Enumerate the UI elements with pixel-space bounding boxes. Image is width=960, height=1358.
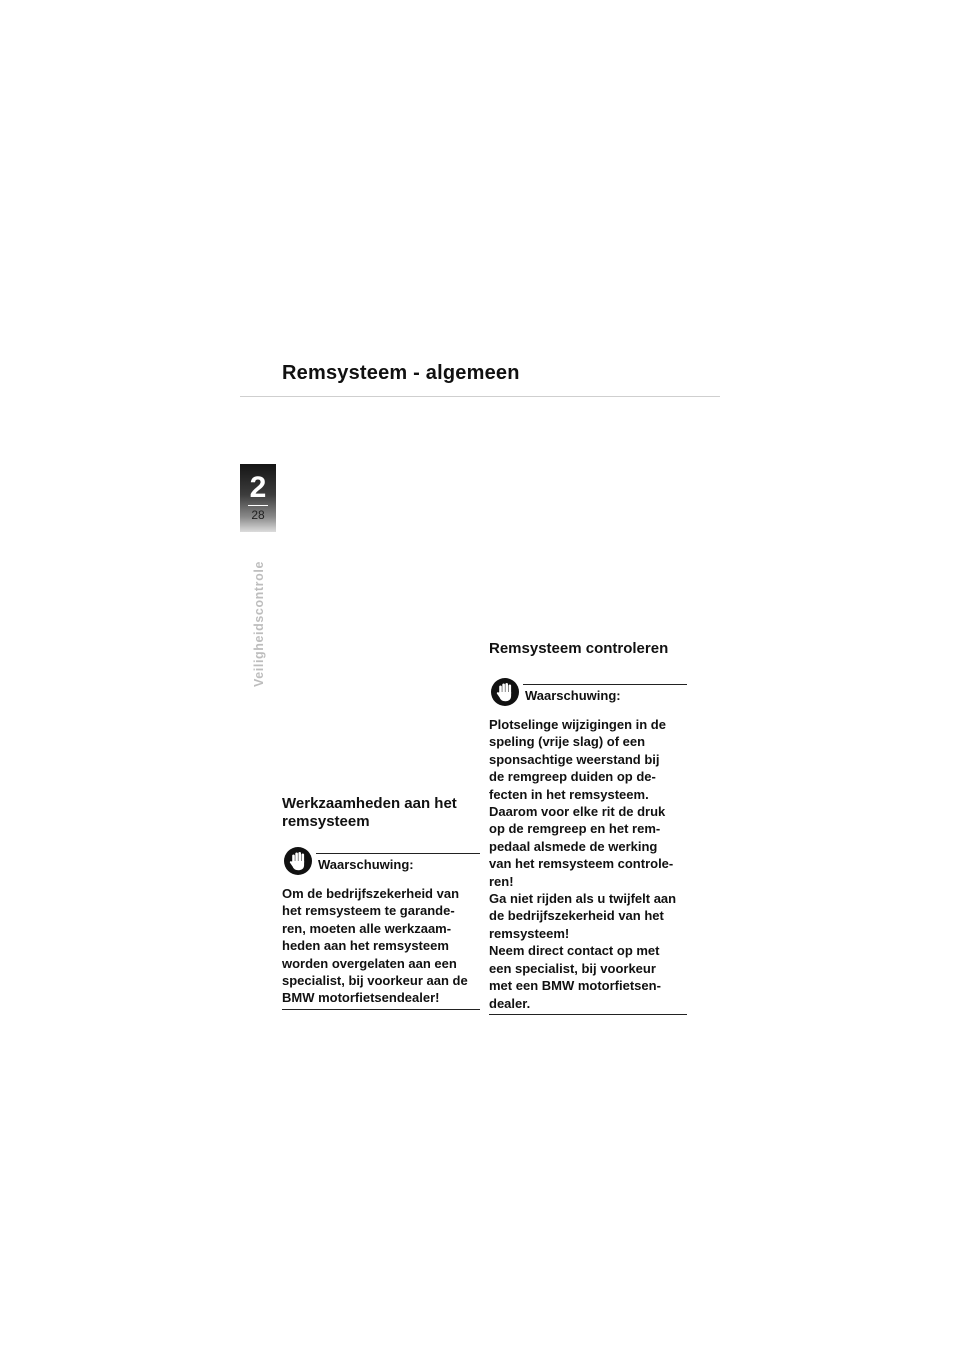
warning-label: Waarschuwing: <box>525 688 621 703</box>
warning-text-line: de bedrijfszekerheid van het <box>489 908 664 924</box>
warning-box <box>489 678 687 1015</box>
hand-stop-icon <box>284 847 312 875</box>
warning-text-line: sponsachtige weerstand bij <box>489 751 660 767</box>
title-divider <box>240 396 720 397</box>
section-heading <box>489 640 687 658</box>
warning-text-line: Ga niet rijden als u twijfelt aan <box>489 891 677 907</box>
warning-text-line: Plotselinge wijzigingen in de <box>489 717 666 732</box>
warning-text-line: pedaal alsmede de werking <box>489 838 658 854</box>
warning-text-line: fecten in het remsysteem. <box>489 786 649 802</box>
warning-text-line: remsysteem! <box>489 925 570 941</box>
hand-stop-icon <box>491 678 519 706</box>
warning-text-line: Om de bedrijfszekerheid van <box>282 886 460 901</box>
page-title: Remsysteem - algemeen <box>282 362 520 384</box>
warning-text-line: BMW motorfietsendealer! <box>282 990 440 1006</box>
warning-text <box>489 716 687 1012</box>
warning-bottom-rule <box>489 1014 687 1015</box>
chapter-divider <box>248 505 268 506</box>
section-heading <box>282 795 480 831</box>
heading-line: Remsysteem controleren <box>489 640 669 657</box>
warning-text-line: een specialist, bij voorkeur <box>489 960 656 976</box>
warning-top-rule <box>523 684 687 685</box>
chapter-number: 2 <box>249 471 267 504</box>
warning-bottom-rule <box>282 1009 480 1010</box>
warning-text-line: het remsysteem te garande- <box>282 903 455 919</box>
warning-text-line: op de remgreep en het rem- <box>489 821 661 837</box>
heading-line: Werkzaamheden aan het <box>282 795 457 812</box>
chapter-side-label: Veiligheidscontrole <box>252 560 266 688</box>
warning-text-line: ren, moeten alle werkzaam- <box>282 920 452 936</box>
warning-text-line: heden aan het remsysteem <box>282 938 449 954</box>
warning-label: Waarschuwing: <box>318 857 414 872</box>
page-number: 28 <box>251 508 265 522</box>
warning-text-line: Neem direct contact op met <box>489 943 660 959</box>
warning-text-line: dealer. <box>489 995 531 1011</box>
warning-text-line: specialist, bij voorkeur aan de <box>282 973 468 989</box>
section-brake-work <box>282 795 480 1010</box>
chapter-tab <box>240 464 276 532</box>
warning-text-line: speling (vrije slag) of een <box>489 734 646 750</box>
warning-text-line: worden overgelaten aan een <box>282 955 457 971</box>
warning-text <box>282 885 480 1007</box>
warning-text-line: ren! <box>489 873 514 889</box>
section-brake-check <box>489 640 687 1015</box>
warning-box <box>282 847 480 1010</box>
heading-line: remsysteem <box>282 813 370 830</box>
warning-text-line: Daarom voor elke rit de druk <box>489 804 666 820</box>
warning-text-line: van het remsysteem controle- <box>489 856 674 872</box>
warning-text-line: met een BMW motorfietsen- <box>489 978 661 994</box>
warning-text-line: de remgreep duiden op de- <box>489 769 656 785</box>
warning-header <box>489 678 687 716</box>
warning-header <box>282 847 480 885</box>
warning-top-rule <box>316 853 480 854</box>
